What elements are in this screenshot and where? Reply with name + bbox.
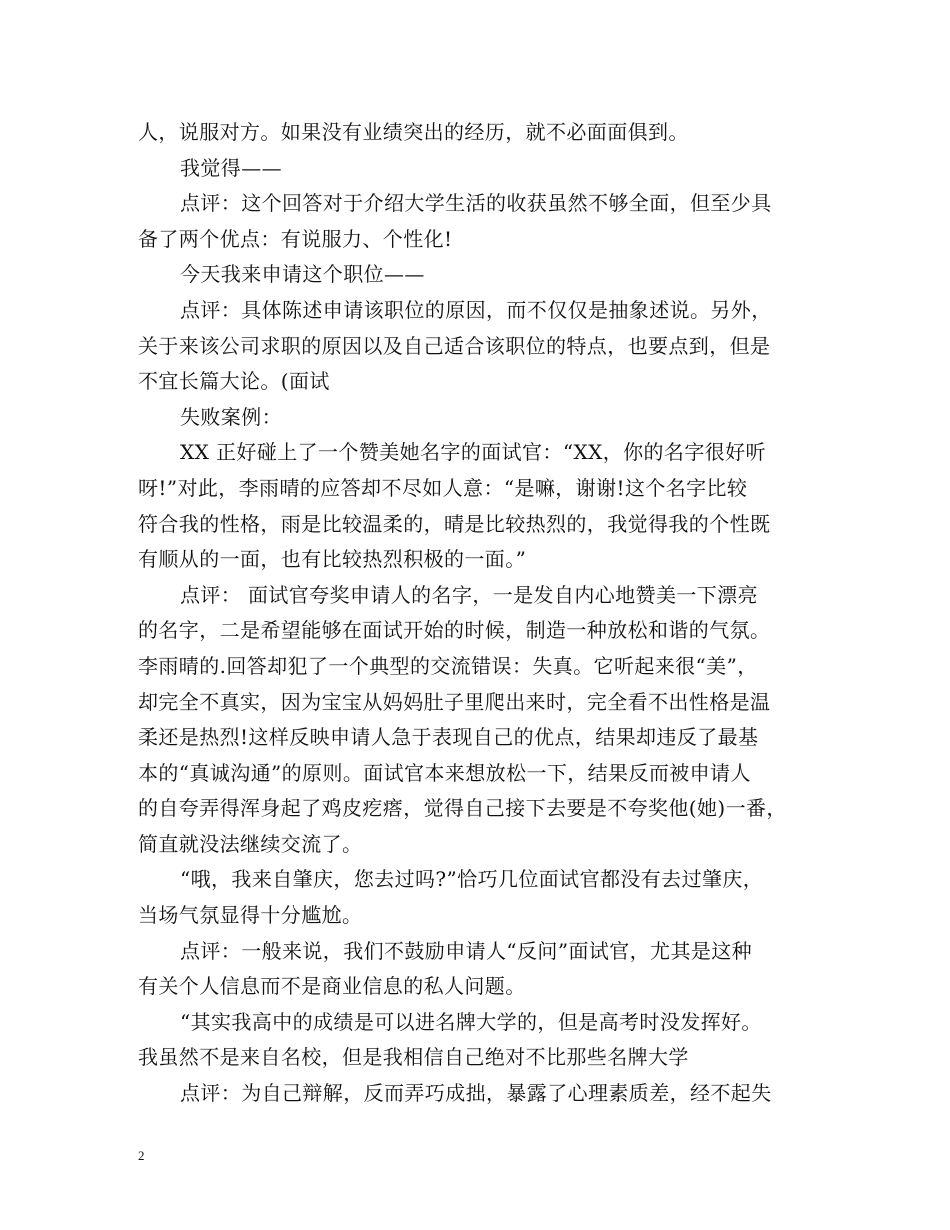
- text-line: 点评：为自己辩解，反而弄巧成拙，暴露了心理素质差，经不起失: [180, 1081, 772, 1106]
- text-line: 点评：这个回答对于介绍大学生活的收获虽然不够全面，但至少具: [180, 191, 772, 216]
- text-line: 点评：一般来说，我们不鼓励申请人“反问”面试官，尤其是这种: [180, 938, 753, 963]
- text-line: 备了两个优点：有说服力、个性化!: [138, 226, 453, 251]
- text-line: 符合我的性格，雨是比较温柔的，晴是比较热烈的，我觉得我的个性既: [138, 511, 771, 536]
- text-line: 的自夸弄得浑身起了鸡皮疙瘩，觉得自己接下去要是不夸奖他(她)一番，: [138, 796, 787, 821]
- text-line: XX 正好碰上了一个赞美她名字的面试官：“XX，你的名字很好听: [180, 440, 766, 465]
- text-line: 我觉得——: [180, 155, 282, 180]
- text-line: 点评： 面试官夸奖申请人的名字，一是发自内心地赞美一下漂亮: [180, 582, 758, 607]
- text-line: 简直就没法继续交流了。: [138, 831, 363, 856]
- text-line: 有顺从的一面，也有比较热烈积极的一面。”: [138, 547, 527, 572]
- text-line: 李雨晴的.回答却犯了一个典型的交流错误：失真。它听起来很“美”，: [138, 653, 758, 678]
- text-line: “哦，我来自肇庆，您去过吗?”恰巧几位面试官都没有去过肇庆，: [180, 867, 764, 892]
- text-line: 人，说服对方。如果没有业绩突出的经历，就不必面面俱到。: [138, 120, 689, 144]
- text-line: 点评：具体陈述申请该职位的原因，而不仅仅是抽象述说。另外，: [180, 297, 772, 322]
- text-line: 却完全不真实，因为宝宝从妈妈肚子里爬出来时，完全看不出性格是温: [138, 689, 771, 714]
- text-line: “其实我高中的成绩是可以进名牌大学的，但是高考时没发挥好。: [180, 1009, 762, 1034]
- text-line: 失败案例：: [180, 404, 282, 429]
- text-line: 有关个人信息而不是商业信息的私人问题。: [138, 974, 526, 999]
- text-line: 呀!”对此，李雨晴的应答却不尽如人意：“是嘛，谢谢!这个名字比较: [138, 475, 748, 500]
- text-line: 当场气氛显得十分尴尬。: [138, 903, 363, 928]
- text-line: 柔还是热烈!这样反映申请人急于表现自己的优点，结果却违反了最基: [138, 725, 759, 750]
- text-line: 的名字，二是希望能够在面试开始的时候，制造一种放松和谐的气氛。: [138, 618, 771, 643]
- text-line: 不宜长篇大论。(面试: [138, 369, 330, 394]
- text-line: 关于来该公司求职的原因以及自己适合该职位的特点，也要点到，但是: [138, 333, 771, 358]
- text-line: 今天我来申请这个职位——: [180, 262, 425, 287]
- document-body: [138, 115, 818, 1112]
- text-line: 我虽然不是来自名校，但是我相信自己绝对不比那些名牌大学: [138, 1045, 689, 1070]
- page-number: 2: [138, 1148, 145, 1163]
- text-line: 本的“真诚沟通”的原则。面试官本来想放松一下，结果反而被申请人: [138, 760, 751, 785]
